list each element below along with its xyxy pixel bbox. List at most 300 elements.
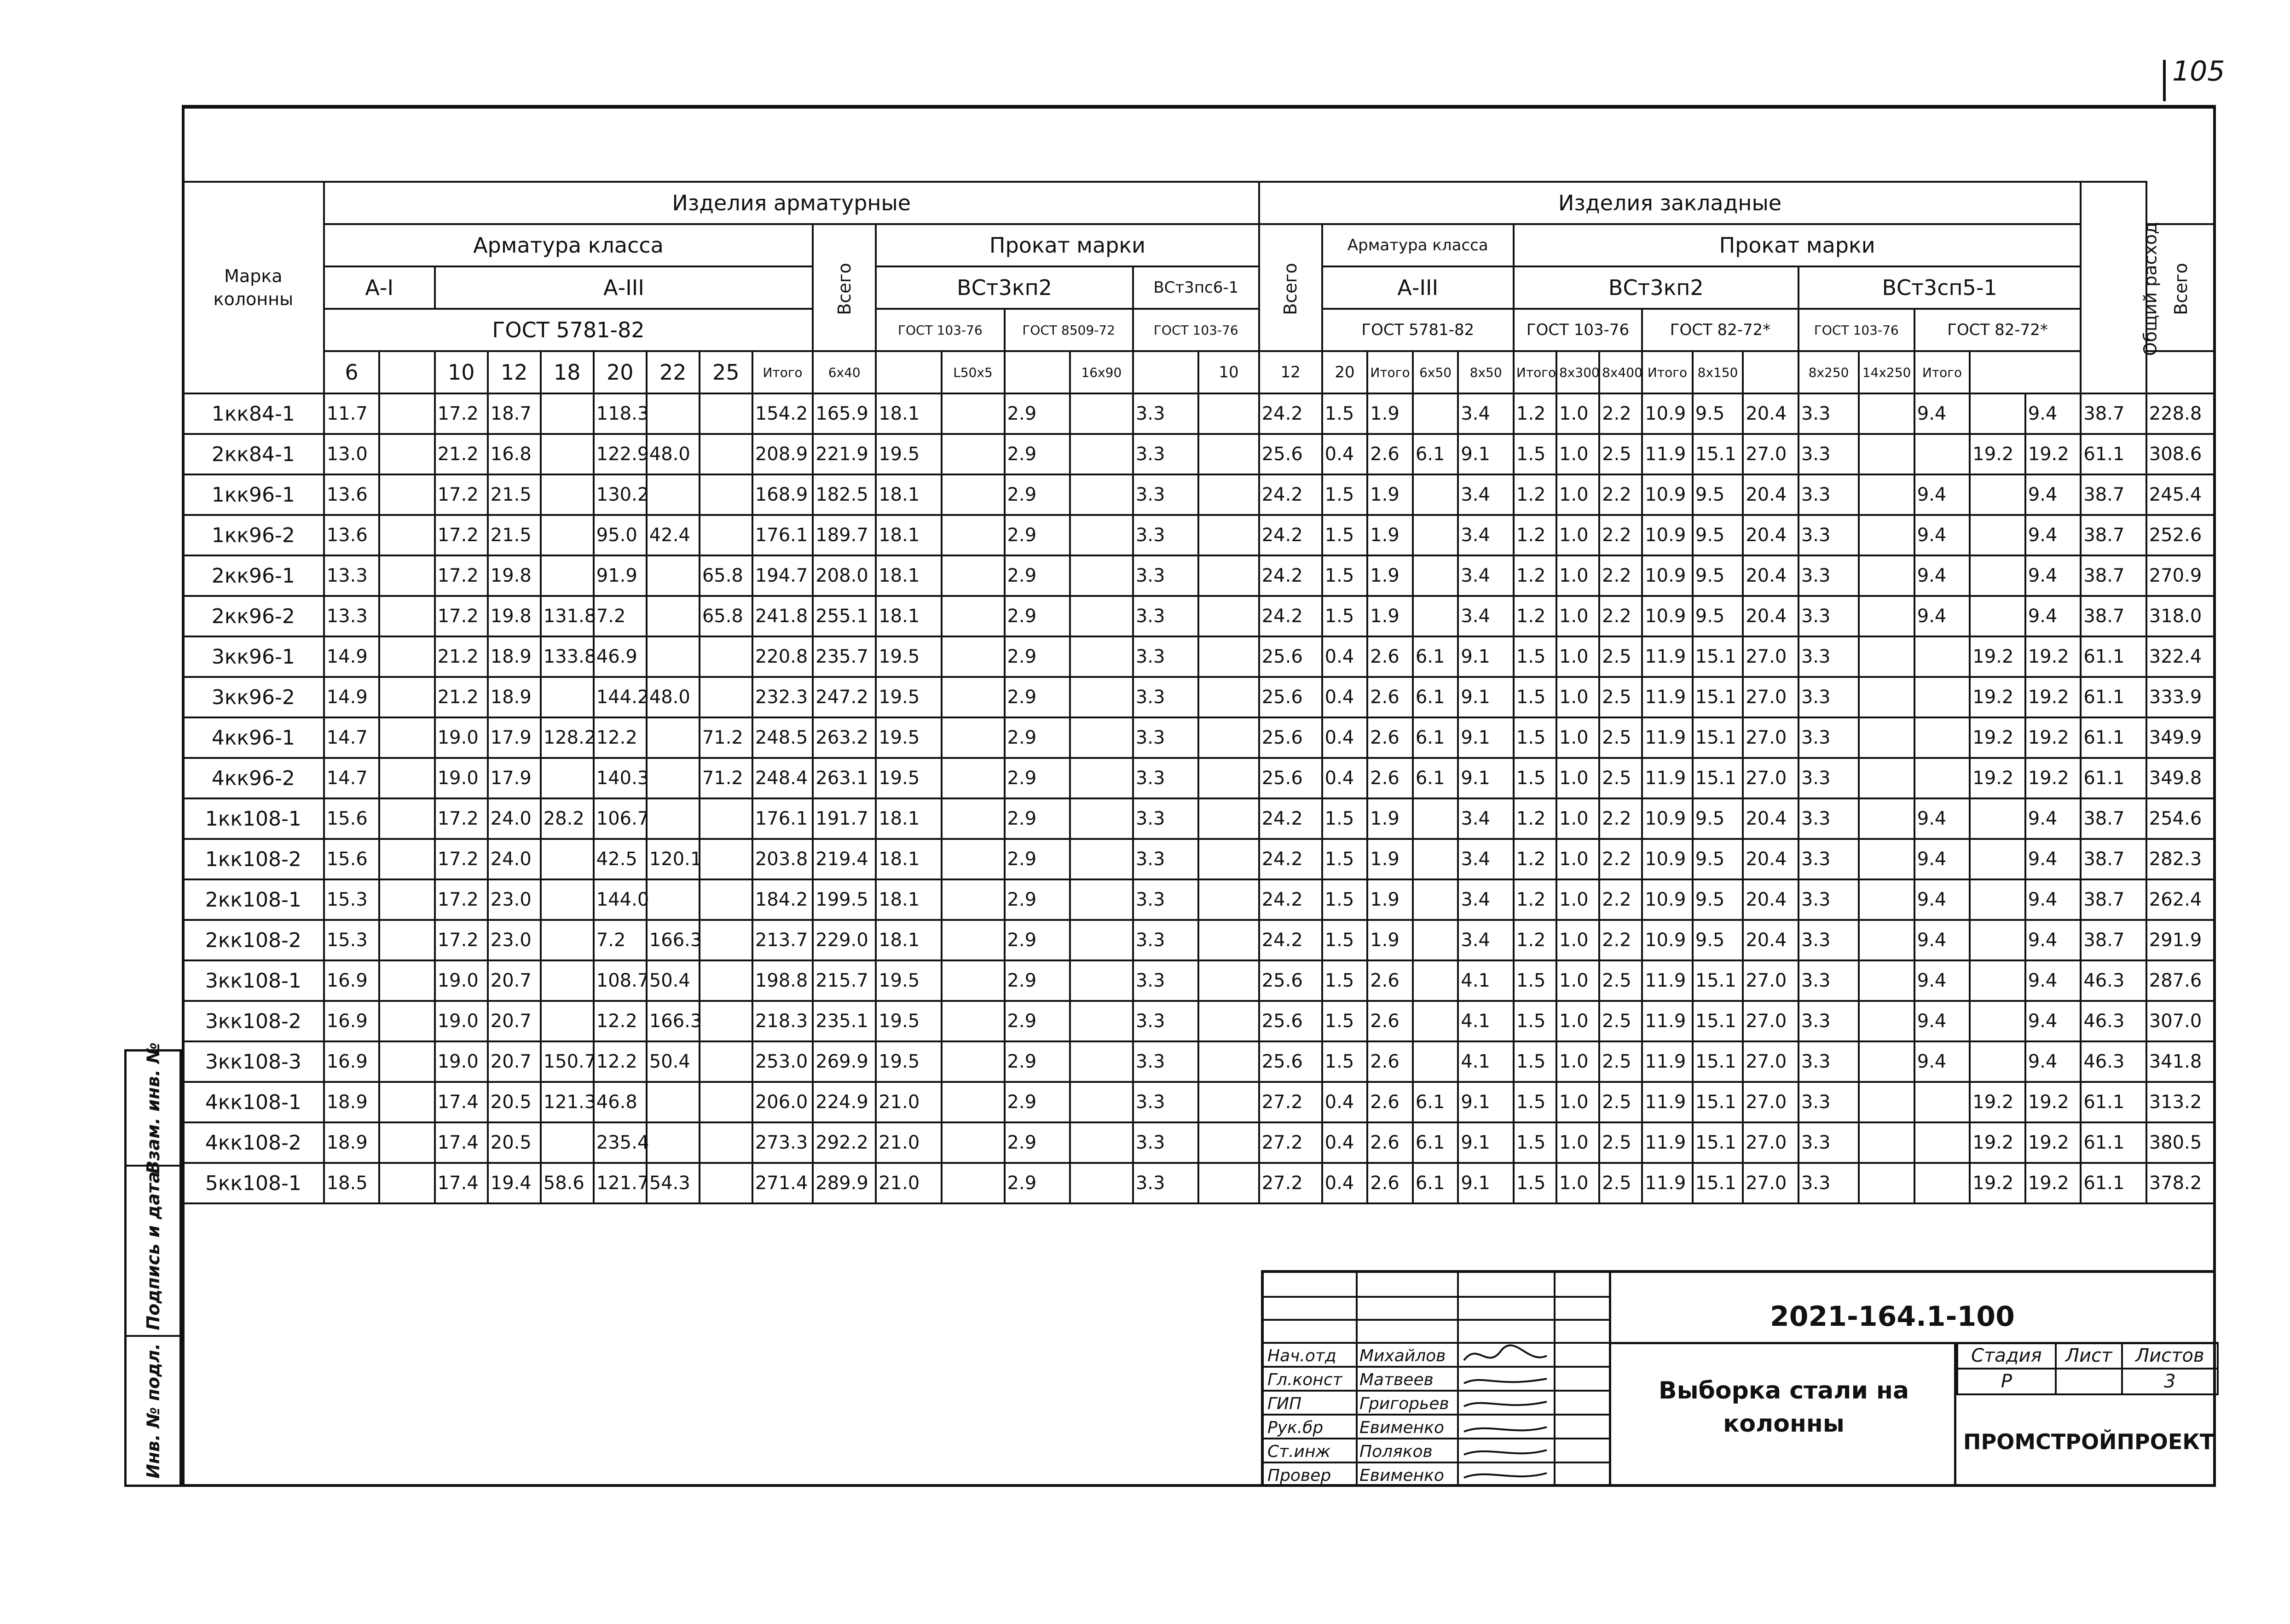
table-cell: 1.2 (1514, 393, 1556, 434)
table-cell: 48.0 (647, 677, 700, 717)
table-cell (700, 434, 752, 474)
table-cell: 65.8 (700, 596, 752, 636)
table-cell: 3.3 (1133, 1082, 1198, 1122)
table-cell (1198, 434, 1259, 474)
table-cell: 16.8 (488, 434, 541, 474)
emb-gost82b-header: ГОСТ 82-72* (1914, 309, 2081, 351)
table-cell: 17.2 (435, 596, 488, 636)
table-cell: 1.0 (1556, 717, 1599, 758)
table-cell (1859, 1082, 1914, 1122)
table-cell: 154.2 (752, 393, 813, 434)
table-cell: 25.6 (1259, 1001, 1322, 1041)
stage-table (1956, 1342, 2219, 1395)
table-cell: 3.3 (1798, 393, 1859, 434)
column-mark-cell: 1кк84-1 (183, 393, 324, 434)
table-cell: 19.4 (488, 1163, 541, 1203)
table-cell: 150.7 (541, 1041, 594, 1082)
table-cell: 3.3 (1133, 717, 1198, 758)
table-cell: 291.9 (2146, 920, 2215, 960)
column-mark-cell: 4кк108-2 (183, 1122, 324, 1163)
table-cell: 46.9 (594, 636, 647, 677)
table-cell (1859, 474, 1914, 515)
table-cell: 19.5 (876, 1041, 941, 1082)
table-cell (1198, 920, 1259, 960)
table-cell: 108.7 (594, 960, 647, 1001)
emb-aiii-header: А-III (1322, 266, 1514, 309)
table-cell: 282.3 (2146, 839, 2215, 879)
table-cell: 20.4 (1743, 839, 1798, 879)
table-cell (1859, 1122, 1914, 1163)
table-cell (1970, 1001, 2025, 1041)
table-cell: 15.1 (1693, 1041, 1743, 1082)
table-cell (379, 1001, 435, 1041)
table-cell: 9.5 (1693, 555, 1743, 596)
table-cell (1070, 515, 1133, 555)
table-cell (379, 596, 435, 636)
table-cell (1070, 1122, 1133, 1163)
table-cell: 17.2 (435, 798, 488, 839)
table-cell: 189.7 (813, 515, 876, 555)
table-cell: 18.1 (876, 920, 941, 960)
table-cell (541, 1001, 594, 1041)
table-row (183, 555, 2215, 596)
table-cell (1070, 798, 1133, 839)
table-cell: 0.4 (1322, 758, 1368, 798)
table-cell: 61.1 (2081, 1082, 2146, 1122)
table-cell: 2.5 (1599, 434, 1642, 474)
column-mark-cell: 1кк96-1 (183, 474, 324, 515)
table-cell (379, 393, 435, 434)
col-8x400: 8x400 (1599, 351, 1642, 393)
table-cell (541, 879, 594, 920)
table-cell: 1.2 (1514, 879, 1556, 920)
table-cell (1198, 1163, 1259, 1203)
table-cell (647, 879, 700, 920)
table-cell (379, 474, 435, 515)
column-mark-cell: 3кк108-2 (183, 1001, 324, 1041)
table-cell: 19.0 (435, 758, 488, 798)
table-cell: 2.2 (1599, 393, 1642, 434)
table-cell: 255.1 (813, 596, 876, 636)
table-cell: 1.0 (1556, 474, 1599, 515)
table-cell: 27.2 (1259, 1163, 1322, 1203)
table-cell: 21.0 (876, 1122, 941, 1163)
table-cell (942, 1041, 1005, 1082)
table-cell: 2.9 (1005, 920, 1070, 960)
table-cell (700, 960, 752, 1001)
table-cell: 19.2 (1970, 717, 2025, 758)
table-cell (1198, 758, 1259, 798)
table-cell: 3.4 (1458, 474, 1514, 515)
table-cell (541, 515, 594, 555)
table-cell: 3.3 (1798, 798, 1859, 839)
table-cell (700, 1122, 752, 1163)
table-cell: 10.9 (1642, 839, 1693, 879)
table-cell (1859, 677, 1914, 717)
table-cell (1413, 555, 1458, 596)
table-cell: 3.3 (1798, 717, 1859, 758)
table-cell: 38.7 (2081, 798, 2146, 839)
table-cell: 2.9 (1005, 1001, 1070, 1041)
table-cell: 27.2 (1259, 1082, 1322, 1122)
table-cell: 232.3 (752, 677, 813, 717)
name-3: Евименко (1359, 1418, 1444, 1437)
table-cell: 2.9 (1005, 596, 1070, 636)
table-cell: 121.3 (541, 1082, 594, 1122)
table-cell: 3.3 (1133, 1041, 1198, 1082)
table-cell: 2.5 (1599, 1041, 1642, 1082)
table-cell: 16.9 (324, 1001, 380, 1041)
table-cell (1914, 1122, 1970, 1163)
table-cell: 2.6 (1367, 1163, 1413, 1203)
emb-vst3sp5-header: ВСт3сп5-1 (1798, 266, 2081, 309)
table-cell: 253.0 (752, 1041, 813, 1082)
table-cell: 71.2 (700, 717, 752, 758)
table-cell: 241.8 (752, 596, 813, 636)
table-cell: 1.9 (1367, 879, 1413, 920)
role-1: Гл.конст (1267, 1370, 1342, 1389)
table-cell: 7.2 (594, 596, 647, 636)
table-cell: 2.9 (1005, 717, 1070, 758)
table-cell: 19.5 (876, 636, 941, 677)
table-cell: 1.0 (1556, 515, 1599, 555)
table-cell: 46.8 (594, 1082, 647, 1122)
table-cell: 38.7 (2081, 555, 2146, 596)
table-cell: 19.2 (2025, 677, 2081, 717)
table-cell: 3.3 (1133, 515, 1198, 555)
table-cell: 9.4 (1914, 596, 1970, 636)
table-cell: 191.7 (813, 798, 876, 839)
table-cell: 1.5 (1514, 1082, 1556, 1122)
table-cell: 247.2 (813, 677, 876, 717)
table-cell: 2.6 (1367, 960, 1413, 1001)
table-cell (1413, 515, 1458, 555)
table-cell: 1.5 (1514, 677, 1556, 717)
table-cell: 25.6 (1259, 677, 1322, 717)
table-cell (379, 879, 435, 920)
table-cell (1970, 879, 2025, 920)
table-cell: 14.9 (324, 636, 380, 677)
table-cell (541, 839, 594, 879)
table-cell: 2.6 (1367, 1001, 1413, 1041)
table-cell: 1.5 (1322, 555, 1368, 596)
table-cell: 19.2 (2025, 434, 2081, 474)
table-cell (700, 393, 752, 434)
table-cell (1198, 596, 1259, 636)
table-cell: 24.2 (1259, 596, 1322, 636)
column-mark-cell: 1кк108-2 (183, 839, 324, 879)
column-mark-cell: 4кк96-2 (183, 758, 324, 798)
total-header: Общий расход (2081, 182, 2146, 393)
table-cell: 19.5 (876, 434, 941, 474)
table-cell (1198, 555, 1259, 596)
table-cell (1970, 798, 2025, 839)
table-cell: 10.9 (1642, 879, 1693, 920)
table-cell: 2.9 (1005, 879, 1070, 920)
table-cell: 19.2 (2025, 1163, 2081, 1203)
table-cell: 269.9 (813, 1041, 876, 1082)
emb-gost103-header: ГОСТ 103-76 (1514, 309, 1642, 351)
table-cell (379, 758, 435, 798)
col-d20: 20 (594, 351, 647, 393)
col-d6: 6 (324, 351, 380, 393)
table-cell: 2.9 (1005, 393, 1070, 434)
table-cell: 9.4 (2025, 879, 2081, 920)
table-cell: 2.6 (1367, 434, 1413, 474)
table-cell: 2.5 (1599, 677, 1642, 717)
table-cell: 6.1 (1413, 1122, 1458, 1163)
table-cell: 17.9 (488, 758, 541, 798)
column-mark-cell: 3кк96-1 (183, 636, 324, 677)
table-cell: 2.9 (1005, 758, 1070, 798)
page-number: 105 (2172, 55, 2225, 87)
table-cell: 1.5 (1322, 920, 1368, 960)
table-cell (541, 1122, 594, 1163)
table-cell: 11.9 (1642, 1041, 1693, 1082)
table-cell: 20.4 (1743, 920, 1798, 960)
table-cell: 13.3 (324, 555, 380, 596)
table-cell: 2.6 (1367, 636, 1413, 677)
table-cell: 27.0 (1743, 960, 1798, 1001)
table-cell: 3.3 (1133, 434, 1198, 474)
table-cell (942, 758, 1005, 798)
table-cell (700, 1163, 752, 1203)
table-cell: 208.9 (752, 434, 813, 474)
table-cell: 9.5 (1693, 393, 1743, 434)
table-cell (1970, 596, 2025, 636)
table-cell: 25.6 (1259, 758, 1322, 798)
table-row (183, 434, 2215, 474)
table-cell: 9.4 (1914, 879, 1970, 920)
table-cell: 130.2 (594, 474, 647, 515)
table-cell: 27.0 (1743, 717, 1798, 758)
table-cell: 25.6 (1259, 1041, 1322, 1082)
table-cell: 19.5 (876, 1001, 941, 1041)
table-cell: 25.6 (1259, 717, 1322, 758)
table-row (183, 960, 2215, 1001)
table-cell: 3.3 (1133, 474, 1198, 515)
table-cell: 9.4 (2025, 474, 2081, 515)
table-cell: 14.7 (324, 717, 380, 758)
table-cell (700, 636, 752, 677)
sheet-value (2056, 1369, 2122, 1394)
table-cell: 3.3 (1133, 555, 1198, 596)
table-cell (1070, 758, 1133, 798)
table-cell: 2.2 (1599, 596, 1642, 636)
table-cell: 19.8 (488, 555, 541, 596)
emb-gost5781-header: ГОСТ 5781-82 (1322, 309, 1514, 351)
table-cell (1413, 1041, 1458, 1082)
table-cell (1914, 636, 1970, 677)
table-cell: 12.2 (594, 1041, 647, 1082)
table-cell: 12.2 (594, 1001, 647, 1041)
table-cell (1198, 474, 1259, 515)
table-cell: 182.5 (813, 474, 876, 515)
class-aiii-header: А-III (435, 266, 813, 309)
table-cell: 1.9 (1367, 596, 1413, 636)
col-itogo-4: Итого (1642, 351, 1693, 393)
table-cell (1970, 1041, 2025, 1082)
table-cell: 20.4 (1743, 879, 1798, 920)
column-mark-cell: 1кк96-2 (183, 515, 324, 555)
table-cell (379, 920, 435, 960)
table-cell: 9.5 (1693, 920, 1743, 960)
table-row (183, 515, 2215, 555)
table-cell (1859, 717, 1914, 758)
table-cell: 224.9 (813, 1082, 876, 1122)
table-cell: 0.4 (1322, 1122, 1368, 1163)
table-cell: 16.9 (324, 1041, 380, 1082)
table-cell (1914, 1082, 1970, 1122)
table-cell: 3.3 (1798, 1001, 1859, 1041)
table-cell: 3.4 (1458, 839, 1514, 879)
table-cell: 27.2 (1259, 1122, 1322, 1163)
table-cell: 3.3 (1798, 960, 1859, 1001)
table-cell: 18.1 (876, 596, 941, 636)
table-cell: 19.2 (1970, 1122, 2025, 1163)
table-cell: 3.3 (1798, 515, 1859, 555)
table-cell: 19.5 (876, 758, 941, 798)
table-cell (1970, 515, 2025, 555)
table-cell: 20.4 (1743, 515, 1798, 555)
column-mark-cell: 5кк108-1 (183, 1163, 324, 1203)
column-mark-cell: 3кк108-1 (183, 960, 324, 1001)
table-cell (942, 839, 1005, 879)
table-row (183, 393, 2215, 434)
table-cell (379, 839, 435, 879)
table-cell: 3.3 (1133, 798, 1198, 839)
table-cell (379, 1122, 435, 1163)
col-e10: 10 (1198, 351, 1259, 393)
table-cell: 252.6 (2146, 515, 2215, 555)
table-cell: 27.0 (1743, 1041, 1798, 1082)
rebar-class-header: Арматура класса (324, 224, 813, 266)
table-cell: 18.1 (876, 879, 941, 920)
table-cell: 11.9 (1642, 1122, 1693, 1163)
col-itogo-2: Итого (1367, 351, 1413, 393)
table-cell (1198, 839, 1259, 879)
table-cell (1970, 920, 2025, 960)
table-cell: 27.0 (1743, 636, 1798, 677)
table-cell: 2.9 (1005, 1163, 1070, 1203)
table-cell: 131.8 (541, 596, 594, 636)
table-cell: 17.2 (435, 879, 488, 920)
table-cell: 1.0 (1556, 1122, 1599, 1163)
table-cell: 17.2 (435, 393, 488, 434)
table-cell: 128.2 (541, 717, 594, 758)
table-cell: 50.4 (647, 1041, 700, 1082)
table-cell: 289.9 (813, 1163, 876, 1203)
table-cell: 19.2 (2025, 636, 2081, 677)
col-empty-5 (1743, 351, 1798, 393)
table-cell: 1.0 (1556, 636, 1599, 677)
table-cell: 2.9 (1005, 1082, 1070, 1122)
table-cell: 3.3 (1798, 1122, 1859, 1163)
table-row (183, 879, 2215, 920)
table-cell: 1.5 (1514, 1041, 1556, 1082)
table-cell: 17.9 (488, 717, 541, 758)
table-cell (942, 1001, 1005, 1041)
table-cell: 20.7 (488, 960, 541, 1001)
table-cell: 9.1 (1458, 1163, 1514, 1203)
table-cell: 3.3 (1798, 474, 1859, 515)
table-cell: 9.4 (2025, 1001, 2081, 1041)
table-cell: 287.6 (2146, 960, 2215, 1001)
table-cell: 263.2 (813, 717, 876, 758)
table-cell: 9.5 (1693, 839, 1743, 879)
table-cell: 3.4 (1458, 798, 1514, 839)
table-cell: 20.4 (1743, 474, 1798, 515)
table-cell (541, 677, 594, 717)
table-cell: 1.0 (1556, 1082, 1599, 1122)
table-cell: 18.1 (876, 393, 941, 434)
table-cell: 2.9 (1005, 515, 1070, 555)
table-cell (1914, 717, 1970, 758)
table-cell: 106.7 (594, 798, 647, 839)
table-cell (942, 960, 1005, 1001)
table-cell: 48.0 (647, 434, 700, 474)
name-2: Григорьев (1359, 1394, 1449, 1413)
table-cell: 19.2 (2025, 1082, 2081, 1122)
column-mark-cell: 4кк108-1 (183, 1082, 324, 1122)
table-cell (1198, 879, 1259, 920)
table-cell: 1.5 (1322, 960, 1368, 1001)
column-mark-cell: 2кк96-1 (183, 555, 324, 596)
table-cell (379, 1082, 435, 1122)
table-cell: 9.4 (2025, 920, 2081, 960)
table-cell: 9.4 (2025, 515, 2081, 555)
table-cell (1198, 717, 1259, 758)
emb-rolled-header: Прокат марки (1514, 224, 2081, 266)
table-cell: 3.3 (1798, 636, 1859, 677)
table-cell (942, 1082, 1005, 1122)
table-cell: 18.1 (876, 555, 941, 596)
table-cell: 3.3 (1133, 879, 1198, 920)
table-cell: 9.4 (1914, 1041, 1970, 1082)
table-cell: 13.0 (324, 434, 380, 474)
table-cell: 120.1 (647, 839, 700, 879)
table-cell: 20.7 (488, 1001, 541, 1041)
table-cell: 17.2 (435, 474, 488, 515)
name-4: Поляков (1359, 1442, 1433, 1461)
table-cell: 349.8 (2146, 758, 2215, 798)
table-cell: 1.0 (1556, 960, 1599, 1001)
table-cell: 27.0 (1743, 434, 1798, 474)
table-cell: 1.2 (1514, 920, 1556, 960)
table-cell: 176.1 (752, 515, 813, 555)
table-cell: 1.0 (1556, 758, 1599, 798)
table-cell: 9.4 (2025, 960, 2081, 1001)
table-cell (1859, 1001, 1914, 1041)
table-cell: 3.3 (1133, 1122, 1198, 1163)
table-cell: 15.1 (1693, 636, 1743, 677)
vst3ps6-header: ВСт3пс6-1 (1133, 266, 1259, 309)
table-cell: 9.1 (1458, 636, 1514, 677)
table-cell: 21.0 (876, 1163, 941, 1203)
vst3kp2-header: ВСт3кп2 (876, 266, 1133, 309)
table-cell: 235.1 (813, 1001, 876, 1041)
table-cell: 313.2 (2146, 1082, 2215, 1122)
table-cell: 21.2 (435, 677, 488, 717)
table-cell: 19.5 (876, 717, 941, 758)
table-cell: 10.9 (1642, 515, 1693, 555)
role-2: ГИП (1267, 1394, 1302, 1413)
table-cell: 58.6 (541, 1163, 594, 1203)
table-cell: 20.4 (1743, 555, 1798, 596)
table-cell (1070, 717, 1133, 758)
table-cell: 248.5 (752, 717, 813, 758)
table-cell: 6.1 (1413, 434, 1458, 474)
